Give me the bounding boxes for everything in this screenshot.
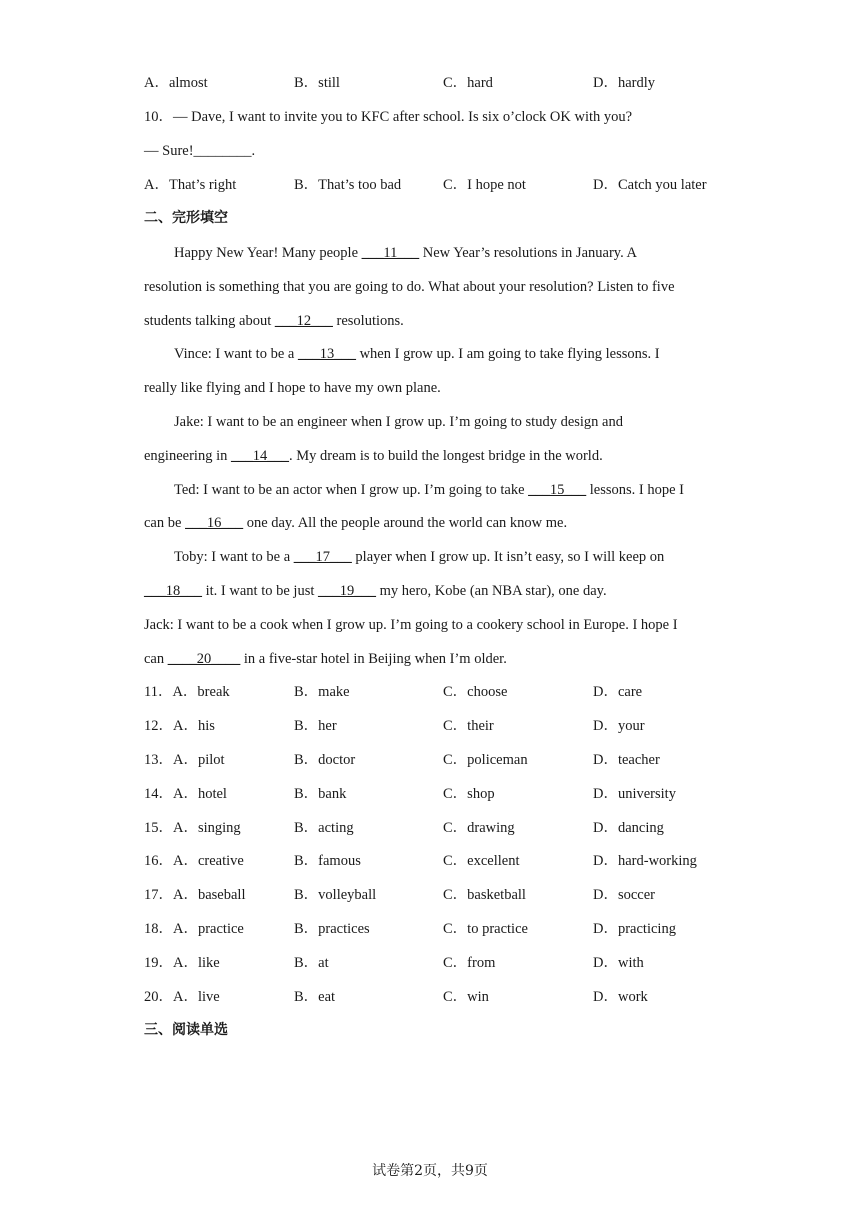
q20-option-b: B．eat [294,989,336,1005]
blank-15: ___15___ [528,482,587,498]
q20-option-d: D．work [593,989,648,1005]
q17-option-c: C．basketball [443,887,526,903]
blank-11: ___11___ [361,245,420,261]
blank-20: ____20____ [167,651,241,667]
q16-option-c: C．excellent [443,853,520,869]
passage-line: ___18___ it. I want to be just ___19___ my hero, Kobe (an NBA star), one day. [144,583,607,599]
passage-line: Happy New Year! Many people ___11___ New Year’s resolutions in January. A [174,245,638,261]
section3-heading: 三、阅读单选 [144,1022,228,1038]
q19-option-d: D．with [593,955,644,971]
q9-option-c: C．hard [443,75,493,91]
q13-option-b: B．doctor [294,752,356,768]
q14-option-d: D．university [593,786,676,802]
q10-option-a: A．That’s right [144,177,237,193]
q9-option-a: A．almost [144,75,208,91]
blank-14: ___14___ [230,448,289,464]
passage-line: Toby: I want to be a ___17___ player when I grow up. It isn’t easy, so I will keep on [174,549,665,565]
q15-option-d: D．dancing [593,820,664,836]
q13-option-c: C．policeman [443,752,528,768]
q9-option-b: B．still [294,75,340,91]
passage-line: resolution is something that you are going to do. What about your resolution? Listen to five [144,279,675,295]
passage-line: really like flying and I hope to have my own plane. [144,380,441,396]
q15-option-c: C．drawing [443,820,515,836]
q12-option-b: B．her [294,718,337,734]
q17-option-a: 17．A．baseball [144,887,246,903]
blank-12: ___12___ [274,313,333,329]
q10-reply: — Sure!________. [144,143,256,159]
q10-option-b: B．That’s too bad [294,177,402,193]
q11-option-d: D．care [593,684,643,700]
q19-option-a: 19．A．like [144,955,220,971]
q17-option-b: B．volleyball [294,887,377,903]
q11-option-b: B．make [294,684,350,700]
passage-line: Jack: I want to be a cook when I grow up. I’m going to a cookery school in Europe. I hope I [144,617,678,633]
passage-line: students talking about ___12___ resolutions. [144,313,404,329]
q16-option-a: 16．A．creative [144,853,244,869]
q12-option-c: C．their [443,718,494,734]
q16-option-b: B．famous [294,853,361,869]
section2-heading: 二、完形填空 [144,210,228,226]
q20-option-a: 20．A．live [144,989,220,1005]
blank-16: ___16___ [185,515,244,531]
q11-option-a: 11．A．break [144,684,230,700]
q18-option-a: 18．A．practice [144,921,244,937]
q12-option-a: 12．A．his [144,718,215,734]
q14-option-a: 14．A．hotel [144,786,227,802]
passage-line: Vince: I want to be a ___13___ when I grow up. I am going to take flying lessons. I [174,346,660,362]
q18-option-d: D．practicing [593,921,676,937]
q18-option-c: C．to practice [443,921,528,937]
passage-line: can ____20____ in a five-star hotel in Beijing when I’m older. [144,651,507,667]
q19-option-b: B．at [294,955,329,971]
q10-stem: 10．— Dave, I want to invite you to KFC after school. Is six o’clock OK with you? [144,109,633,125]
q18-option-b: B．practices [294,921,370,937]
q11-option-c: C．choose [443,684,508,700]
q19-option-c: C．from [443,955,496,971]
q16-option-d: D．hard-working [593,853,697,869]
passage-line: Jake: I want to be an engineer when I grow up. I’m going to study design and [174,414,623,430]
q14-option-b: B．bank [294,786,347,802]
q9-option-d: D．hardly [593,75,656,91]
passage-line: can be ___16___ one day. All the people around the world can know me. [144,515,568,531]
q20-option-c: C．win [443,989,489,1005]
blank-19: ___19___ [318,583,376,599]
q12-option-d: D．your [593,718,645,734]
blank-17: ___17___ [293,549,352,565]
passage-line: engineering in ___14___. My dream is to build the longest bridge in the world. [144,448,603,464]
q10-option-c: C．I hope not [443,177,526,193]
blank-13: ___13___ [297,346,356,362]
passage-line: Ted: I want to be an actor when I grow up. I’m going to take ___15___ lessons. I hope I [174,482,685,498]
q14-option-c: C．shop [443,786,495,802]
q10-option-d: D．Catch you later [593,177,707,193]
page-footer: 试卷第2页，共9页 [372,1163,488,1179]
blank-18: ___18___ [144,583,202,599]
q13-option-a: 13．A．pilot [144,752,225,768]
q15-option-b: B．acting [294,820,354,836]
q17-option-d: D．soccer [593,887,656,903]
q13-option-d: D．teacher [593,752,660,768]
q15-option-a: 15．A．singing [144,820,241,836]
